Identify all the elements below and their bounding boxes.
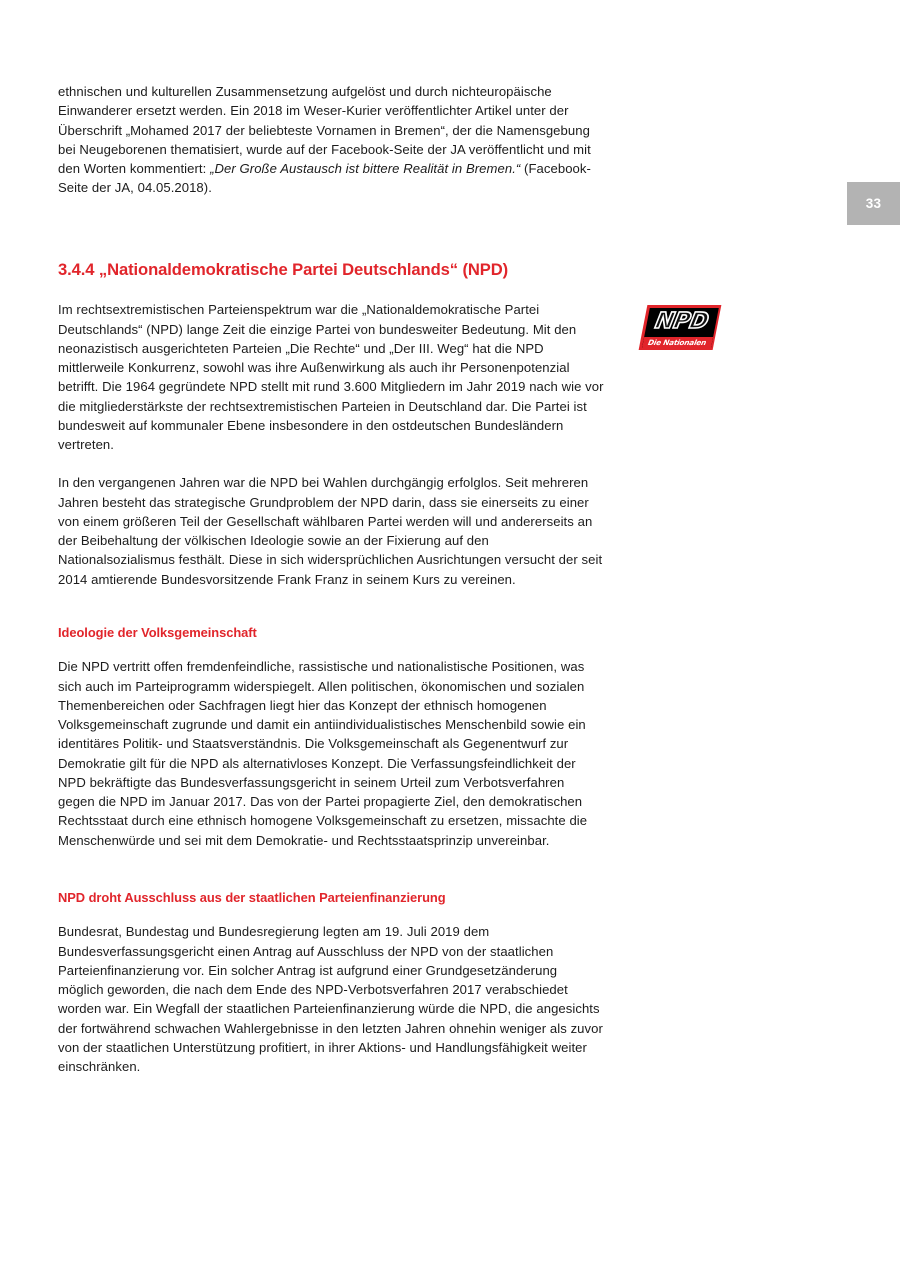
npd-logo-wordmark: NPD: [652, 308, 710, 334]
spacer-after-subheading-1: [58, 640, 604, 657]
npd-logo-slogan: Die Nationalen: [642, 337, 713, 348]
paragraph-ideologie: Die NPD vertritt offen fremdenfeindliche, rassistische und nationalistische Positionen, was sich auch im Parteiprogramm widerspiegelt. Allen politischen, ökonomischen und sozialen Themenbereichen oder Sachfragen liegt hier das Konzept der ethnisch homogenen Volksgemeinschaft zugrunde und damit ein antiindividualistisches Menschenbild sowie ein identitäres Politik- und Staatsverständnis. Die Volksgemeinschaft als Gegenentwurf zur Demokratie gilt für die NPD als alternativloses Konzept. Die Verfassungsfeindlichkeit der NPD bekräftigte das Bundesverfassungsgericht in seinem Urteil zum Verbotsverfahren gegen die NPD im Januar 2017. Das von der Partei propagierte Ziel, den demokratischen Rechtsstaat durch eine ethnisch homogene Volksgemeinschaft zu ersetzen, missachte die Menschenwürde und sei mit dem Demokratie- und Rechtsstaatsprinzip unvereinbar.: [58, 659, 588, 848]
text-column: [58, 82, 604, 1076]
section-heading-344: 3.4.4 „Nationaldemokratische Partei Deutschlands“ (NPD): [58, 259, 509, 279]
spacer-after-heading: [58, 279, 604, 300]
subheading-ideologie: Ideologie der Volksgemeinschaft: [58, 624, 257, 640]
page-number-badge: [847, 182, 900, 225]
subheading-parteienfinanzierung: NPD droht Ausschluss aus der staatlichen Parteienfinanzierung: [58, 889, 446, 905]
spacer-intro: [58, 198, 604, 260]
spacer-after-subheading-2: [58, 905, 604, 922]
paragraph-npd-elections: In den vergangenen Jahren war die NPD bei Wahlen durchgängig erfolglos. Seit mehreren Jahren besteht das strategische Grundproblem der NPD darin, dass sie einerseits zu einer von einem größeren Teil der Gesellschaft wählbaren Partei werden will und andererseits an der Beibehaltung der völkischen Ideologie sowie an der Fixierung auf den Nationalsozialismus festhält. Diese in sich widersprüchlichen Ausrichtungen versucht der seit 2014 amtierende Bundesvorsitzende Frank Franz in seinem Kurs zu vereinen.: [58, 475, 603, 587]
intro-paragraph: [58, 82, 604, 198]
intro-quote: „Der Große Austausch ist bittere Realität in Bremen.“: [210, 161, 521, 176]
intro-paragraph-tail: (Facebook-Seite der JA, 04.05.2018).: [58, 161, 591, 196]
spacer-before-subheading-1: [58, 589, 604, 625]
spacer-before-subheading-2: [58, 850, 604, 890]
page-number-label: 33: [865, 196, 882, 211]
npd-logo-body: [642, 308, 719, 348]
npd-logo-frame: [639, 305, 722, 350]
spacer-paragraph-1: [58, 454, 604, 473]
paragraph-parteienfinanzierung: Bundesrat, Bundestag und Bundesregierung legten am 19. Juli 2019 dem Bundesverfassungsgericht einen Antrag auf Ausschluss der NPD von der staatlichen Parteienfinanzierung vor. Ein solcher Antrag ist aufgrund einer Grundgesetzänderung möglich geworden, die nach dem Ende des NPD-Verbotsverfahren 2017 verabschiedet worden war. Ein Wegfall der staatlichen Parteienfinanzierung würde die NPD, die angesichts der fortwährend schwachen Wahlergebnisse in den letzten Jahren ohnehin weniger als zuvor von der staatlichen Unterstützung profitiert, in ihrer Aktions- und Handlungsfähigkeit weiter einschränken.: [58, 924, 603, 1075]
paragraph-npd-overview: Im rechtsextremistischen Parteienspektrum war die „Nationaldemokratische Partei Deutschlands“ (NPD) lange Zeit die einzige Partei von bundesweiter Bedeutung. Mit den neonazistisch ausgerichteten Parteien „Die Rechte“ und „Der III. Weg“ hat die NPD mittlerweile Konkurrenz, sowohl was ihre Außenwirkung als auch ihr Personenpotenzial betrifft. Die 1964 gegründete NPD stellt mit rund 3.600 Mitgliedern im Jahr 2019 nach wie vor die mitgliederstärkste der rechtsextremistischen Parteien in Deutschland dar. Die Partei ist bundesweit auf kommunaler Ebene insbesondere in den ostdeutschen Bundesländern vertreten.: [58, 302, 604, 453]
intro-paragraph-text: ethnischen und kulturellen Zusammensetzung aufgelöst und durch nichteuropäische Einwanderer ersetzt werden. Ein 2018 im Weser-Kurier veröffentlichter Artikel unter der Überschrift „Mohamed 2017 der beliebteste Vornamen in Bremen“, der die Namensgebung bei Neugeborenen thematisiert, wurde auf der Facebook-Seite der JA veröffentlicht und mit den Worten kommentiert:: [58, 84, 591, 176]
npd-logo: [639, 303, 731, 355]
